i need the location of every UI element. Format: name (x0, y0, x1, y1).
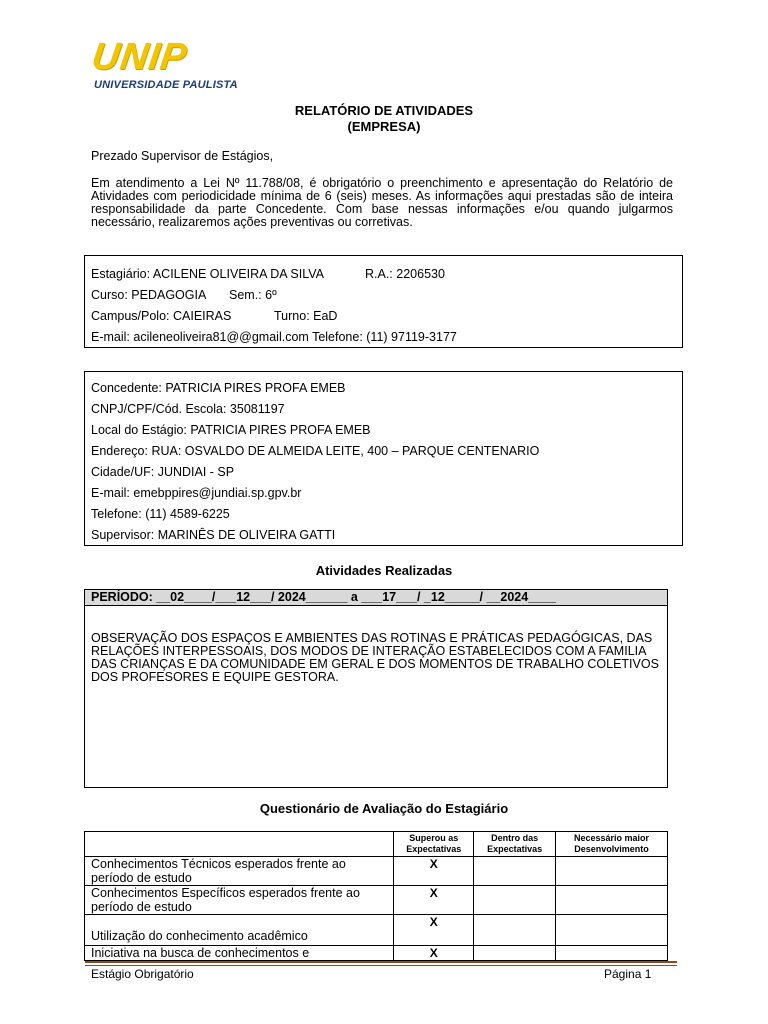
intro-paragraph: Em atendimento a Lei Nº 11.788/08, é obrigatório o preenchimento e apresentação do Relatório de Atividades com periodicidade mínima de 6 (seis) meses. As informações aqui prestadas são de inteira responsabilidade da parte Concedente. Com base nessas informações e/ou quando julgarmos necessário, realizaremos ações preventivas ou corretivas. (91, 176, 673, 229)
table-header-row (85, 832, 668, 857)
table-row (85, 915, 668, 946)
criterion-cell: Utilização do conhecimento acadêmico (85, 915, 394, 946)
concedente-info-box (84, 371, 683, 546)
concedente-email: E-mail: emebppires@jundiai.sp.gpv.br (91, 486, 302, 500)
periodo-field: PERÍODO: __02____/___12___/ 2024______ a ___17___/ _12_____/ __2024____ (85, 590, 667, 606)
student-name: Estagiário: ACILENE OLIVEIRA DA SILVA (91, 267, 324, 281)
footer-divider-thin (85, 965, 677, 966)
logo-wordmark: UNIP (89, 36, 190, 78)
concedente-local: Local do Estágio: PATRICIA PIRES PROFA EMEB (91, 423, 371, 437)
student-ra: R.A.: 2206530 (365, 267, 445, 281)
concedente-cnpj: CNPJ/CPF/Cód. Escola: 35081197 (91, 402, 285, 416)
header-necessario: Necessário maior Desenvolvimento (556, 832, 668, 857)
concedente-name: Concedente: PATRICIA PIRES PROFA EMEB (91, 381, 346, 395)
mark-cell[interactable] (474, 915, 556, 946)
student-info-box (84, 255, 683, 348)
mark-cell[interactable] (556, 886, 668, 915)
page-title: RELATÓRIO DE ATIVIDADES (294, 103, 474, 118)
mark-cell[interactable] (556, 946, 668, 961)
page-number: Página 1 (604, 967, 652, 981)
table-row (85, 946, 668, 961)
mark-cell[interactable] (474, 857, 556, 886)
concedente-supervisor: Supervisor: MARINÊS DE OLIVEIRA GATTI (91, 528, 336, 542)
mark-cell[interactable] (474, 946, 556, 961)
unip-logo (89, 36, 252, 92)
logo-subtitle: UNIVERSIDADE PAULISTA (94, 79, 238, 91)
student-shift: Turno: EaD (274, 309, 338, 323)
evaluation-table (84, 831, 668, 961)
table-row (85, 886, 668, 915)
concedente-address: Endereço: RUA: OSVALDO DE ALMEIDA LEITE, 400 – PARQUE CENTENARIO (91, 444, 540, 458)
concedente-city: Cidade/UF: JUNDIAI - SP (91, 465, 235, 479)
student-campus: Campus/Polo: CAIEIRAS (91, 309, 232, 323)
header-superou: Superou as Expectativas (394, 832, 474, 857)
mark-cell[interactable]: X (394, 915, 474, 946)
mark-cell[interactable]: X (394, 886, 474, 915)
mark-cell[interactable] (556, 915, 668, 946)
footer-divider (85, 961, 677, 963)
student-course: Curso: PEDAGOGIA (91, 288, 207, 302)
mark-cell[interactable] (556, 857, 668, 886)
concedente-phone: Telefone: (11) 4589-6225 (91, 507, 230, 521)
questionnaire-title: Questionário de Avaliação do Estagiário (259, 801, 509, 816)
criterion-cell: Conhecimentos Técnicos esperados frente ao período de estudo (85, 857, 394, 886)
footer-label: Estágio Obrigatório (91, 967, 194, 981)
student-semester: Sem.: 6º (229, 288, 277, 302)
page-subtitle: (EMPRESA) (347, 119, 421, 134)
header-dentro: Dentro das Expectativas (474, 832, 556, 857)
greeting: Prezado Supervisor de Estágios, (91, 149, 274, 163)
mark-cell[interactable]: X (394, 857, 474, 886)
mark-cell[interactable] (474, 886, 556, 915)
activities-box (84, 589, 668, 788)
header-blank (85, 832, 394, 857)
criterion-cell: Iniciativa na busca de conhecimentos e (85, 946, 394, 961)
activities-description: OBSERVAÇÃO DOS ESPAÇOS E AMBIENTES DAS ROTINAS E PRÁTICAS PEDAGÓGICAS, DAS RELAÇÕES INTERPESSOAIS, DOS MODOS DE INTERAÇÃO ESTABELECIDOS COM A FAMILIA DAS CRIANÇAS E DA COMUNIDADE EM GERAL E DOS MOMENTOS DE TRABALHO COLETIVOS DOS PROFESORES E EQUIPE GESTORA. (91, 631, 659, 684)
table-row (85, 857, 668, 886)
criterion-cell: Conhecimentos Específicos esperados frente ao período de estudo (85, 886, 394, 915)
student-contact: E-mail: acileneoliveira81@@gmail.com Telefone: (11) 97119-3177 (91, 330, 457, 344)
activities-title: Atividades Realizadas (315, 563, 453, 578)
mark-cell[interactable]: X (394, 946, 474, 961)
